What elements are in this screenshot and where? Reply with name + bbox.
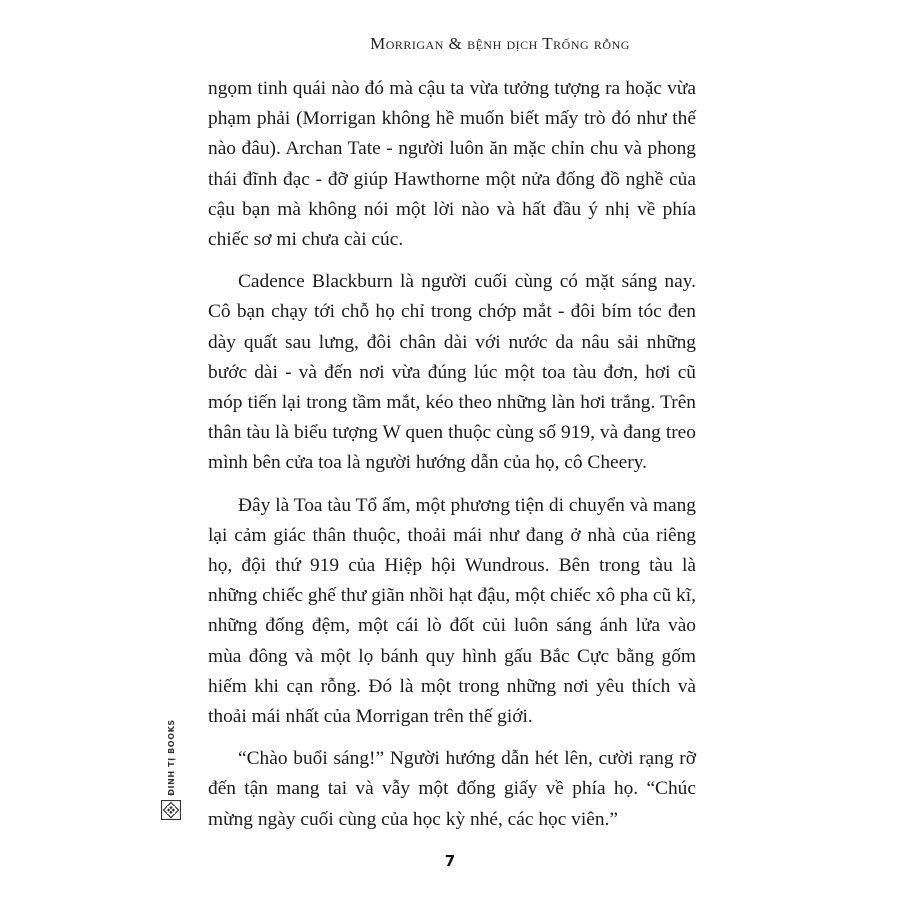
paragraph-4: “Chào buổi sáng!” Người hướng dẫn hét lên, cười rạng rỡ đến tận mang tai và vẫy một đống giấy về phía họ. “Chúc mừng ngày cuối cùng của học kỳ nhé, các học viên.” xyxy=(208,748,696,830)
publisher-name: ĐINH TỊ BOOKS xyxy=(166,718,176,796)
paragraph-3: Đây là Toa tàu Tổ ấm, một phương tiện di chuyển và mang lại cảm giác thân thuộc, thoải mái như đang ở nhà của riêng họ, đội thứ 919 của Hiệp hội Wundrous. Bên trong tàu là những chiếc ghế thư giãn nhồi hạt đậu, một chiếc xô pha cũ kĩ, những đống đệm, một cái lò đốt củi luôn sáng ánh lửa vào mùa đông và một lọ bánh quy hình gấu Bắc Cực bằng gốm hiếm khi cạn rỗng. Đó là một trong những nơi yêu thích và thoải mái nhất của Morrigan trên thế giới. xyxy=(208,494,696,728)
running-header: Morrigan & bệnh dịch Trống rỗng xyxy=(370,34,630,53)
paragraph-1: ngọm tinh quái nào đó mà cậu ta vừa tưởng tượng ra hoặc vừa phạm phải (Morrigan không hề muốn biết mấy trò đó như thế nào đâu). Archan Tate - người luôn ăn mặc chỉn chu và phong thái đĩnh đạc - đỡ giúp Hawthorne một nửa đống đồ nghề của cậu bạn mà không nói một lời nào và hất đầu ý nhị về phía chiếc sơ mi chưa cài cúc. xyxy=(208,78,696,251)
paragraph-2: Cadence Blackburn là người cuối cùng có mặt sáng nay. Cô bạn chạy tới chỗ họ chỉ trong chớp mắt - đôi bím tóc đen dày quất sau lưng, đôi chân dài với nước da nâu sải những bước dài - và đến nơi vừa đúng lúc một toa tàu đơn, hơi cũ móp tiến lại trong tầm mắt, kéo theo những làn hơi trắng. Trên thân tàu là biểu tượng W quen thuộc cùng số 919, và đang treo mình bên cửa toa là người hướng dẫn của họ, cô Cheery. xyxy=(208,271,696,474)
diamond-lattice-icon xyxy=(161,800,181,820)
body-text xyxy=(208,74,696,847)
publisher-mark xyxy=(158,718,184,828)
page-number: 7 xyxy=(444,852,456,870)
